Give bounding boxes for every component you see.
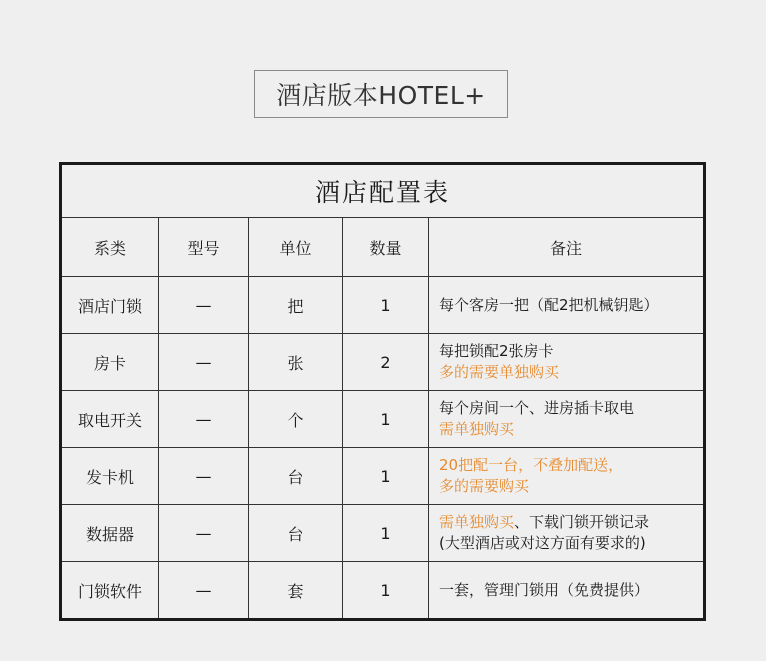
cell-category: 房卡 — [61, 334, 159, 391]
table-row — [61, 505, 705, 562]
table-row — [61, 448, 705, 505]
cell-quantity: 1 — [343, 562, 429, 620]
cell-remarks — [429, 277, 705, 334]
header-quantity: 数量 — [343, 218, 429, 277]
remark-line: 20把配一台，不叠加配送， — [439, 456, 624, 474]
config-table — [59, 162, 706, 621]
cell-unit: 个 — [249, 391, 343, 448]
cell-category: 数据器 — [61, 505, 159, 562]
table-row — [61, 334, 705, 391]
cell-remarks — [429, 334, 705, 391]
remark-line: 每个房间一个、进房插卡取电 — [439, 399, 635, 417]
cell-model: — — [159, 448, 249, 505]
table-row — [61, 277, 705, 334]
cell-remarks — [429, 505, 705, 562]
table-row — [61, 562, 705, 620]
remark-line — [439, 512, 703, 533]
cell-quantity: 1 — [343, 277, 429, 334]
cell-remarks — [429, 448, 705, 505]
remark-line: 每把锁配2张房卡 — [439, 342, 554, 360]
cell-category: 发卡机 — [61, 448, 159, 505]
cell-category: 门锁软件 — [61, 562, 159, 620]
remark-line: 每个客房一把（配2把机械钥匙） — [439, 295, 659, 314]
table-row — [61, 391, 705, 448]
header-model: 型号 — [159, 218, 249, 277]
cell-quantity: 1 — [343, 391, 429, 448]
cell-quantity: 1 — [343, 505, 429, 562]
cell-quantity: 1 — [343, 448, 429, 505]
remark-line: 多的需要单独购买 — [439, 363, 560, 381]
cell-unit: 张 — [249, 334, 343, 391]
cell-model: — — [159, 277, 249, 334]
remark-text: 、下载门锁开锁记录 — [514, 513, 650, 531]
remark-line: 需单独购买 — [439, 420, 515, 438]
cell-unit: 把 — [249, 277, 343, 334]
header-category: 系类 — [61, 218, 159, 277]
cell-unit: 套 — [249, 562, 343, 620]
remark-line: (大型酒店或对这方面有要求的) — [439, 534, 646, 552]
cell-unit: 台 — [249, 505, 343, 562]
cell-model: — — [159, 505, 249, 562]
cell-model: — — [159, 562, 249, 620]
remark-line: 多的需要购买 — [439, 477, 530, 495]
remark-line: 一套，管理门锁用（免费提供） — [439, 580, 650, 599]
table-header-row — [61, 218, 705, 277]
header-unit: 单位 — [249, 218, 343, 277]
cell-remarks — [429, 391, 705, 448]
table-caption: 酒店配置表 — [61, 164, 705, 218]
cell-model: — — [159, 334, 249, 391]
remark-text: 需单独购买 — [439, 513, 515, 531]
page-title: 酒店版本HOTEL+ — [254, 70, 508, 118]
cell-model: — — [159, 391, 249, 448]
cell-quantity: 2 — [343, 334, 429, 391]
cell-category: 取电开关 — [61, 391, 159, 448]
header-remarks: 备注 — [429, 218, 705, 277]
cell-category: 酒店门锁 — [61, 277, 159, 334]
cell-unit: 台 — [249, 448, 343, 505]
cell-remarks — [429, 562, 705, 620]
